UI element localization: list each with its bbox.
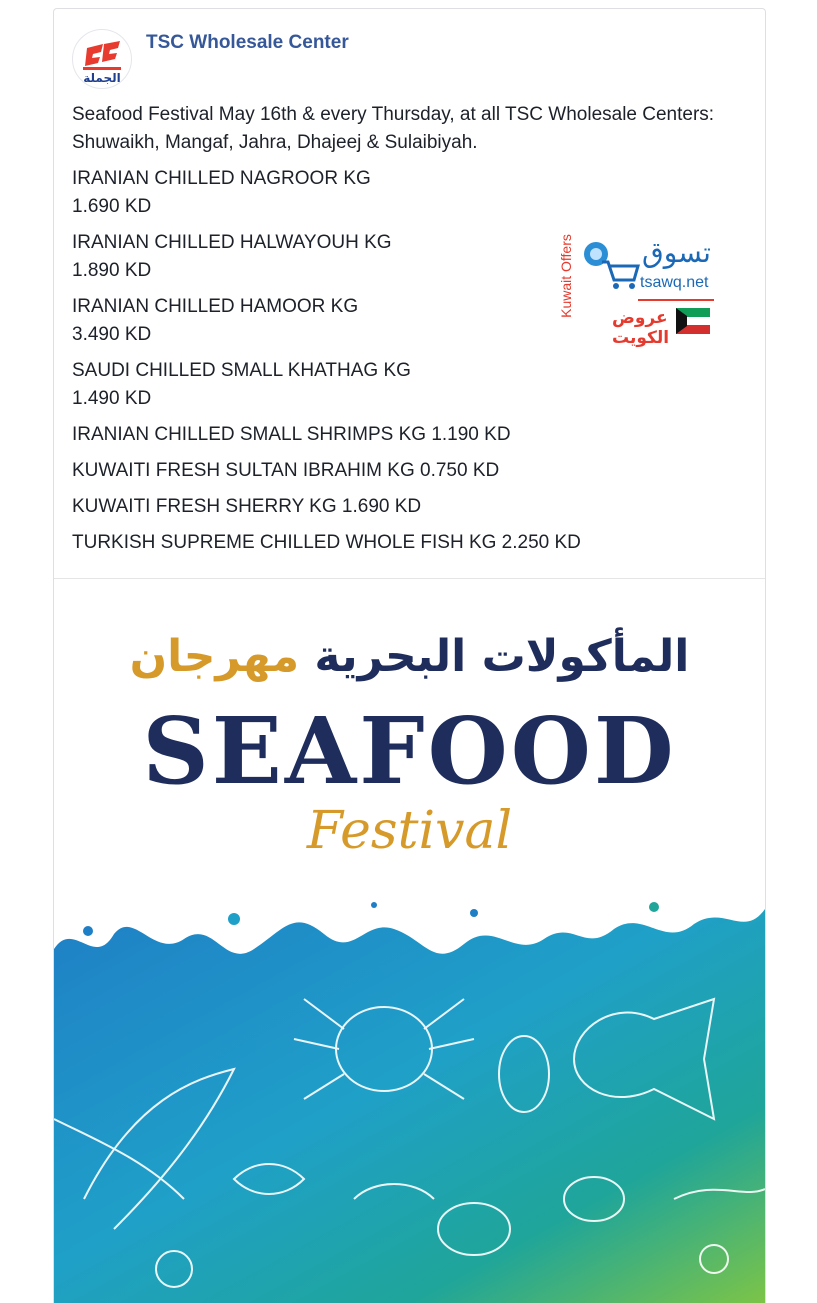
watermark-site: tsawq.net xyxy=(640,274,709,291)
sea-creatures-illustration xyxy=(54,899,765,1303)
item-name: SAUDI CHILLED SMALL KHATHAG KG xyxy=(72,360,411,381)
post-intro: Seafood Festival May 16th & every Thursday, at all TSC Wholesale Centers: Shuwaikh, Mangaf, Jahra, Dhajeej & Sulaibiyah. xyxy=(72,104,715,153)
list-item: IRANIAN CHILLED SMALL SHRIMPS KG 1.190 KD xyxy=(72,424,511,445)
banner-arabic-gold: مهرجان xyxy=(129,631,300,682)
item-price: 1.490 KD xyxy=(72,388,152,409)
watermark-vertical-text: Kuwait Offers xyxy=(558,234,574,318)
avatar[interactable] xyxy=(72,29,132,89)
post-header xyxy=(54,9,765,99)
list-item: KUWAITI FRESH SHERRY KG 1.690 KD xyxy=(72,496,422,517)
list-item xyxy=(72,165,752,221)
list-item xyxy=(72,357,752,413)
item-name: IRANIAN CHILLED HAMOOR KG xyxy=(72,296,359,317)
banner-title: SEAFOOD xyxy=(142,697,677,805)
post-image-seafood-festival[interactable] xyxy=(54,579,765,1303)
banner-arabic-navy: المأكولات البحرية xyxy=(314,631,690,682)
avatar-arabic-text: الجملة xyxy=(83,71,121,85)
page-name-link[interactable]: TSC Wholesale Center xyxy=(146,32,349,53)
banner-arabic-title xyxy=(54,631,765,682)
kuwait-flag-icon xyxy=(676,308,710,334)
banner-subtitle: Festival xyxy=(306,801,513,861)
watermark-vertical xyxy=(554,224,576,334)
item-price: 3.490 KD xyxy=(72,324,152,345)
list-item: KUWAITI FRESH SULTAN IBRAHIM KG 0.750 KD xyxy=(72,460,500,481)
watermark-arabic-bottom: عروض الكويت xyxy=(612,308,670,348)
watermark-logo xyxy=(554,224,724,348)
shopping-cart-icon xyxy=(582,232,640,292)
item-name: IRANIAN CHILLED NAGROOR KG xyxy=(72,168,371,189)
list-item: TURKISH SUPREME CHILLED WHOLE FISH KG 2.250 KD xyxy=(72,532,581,553)
item-name: IRANIAN CHILLED HALWAYOUH KG xyxy=(72,232,392,253)
item-price: 1.890 KD xyxy=(72,260,152,281)
watermark-arabic-top: تسوق xyxy=(642,236,711,269)
watermark-divider xyxy=(638,299,714,301)
tsc-logo-icon xyxy=(73,30,131,88)
post-card xyxy=(53,8,766,1303)
item-price: 1.690 KD xyxy=(72,196,152,217)
